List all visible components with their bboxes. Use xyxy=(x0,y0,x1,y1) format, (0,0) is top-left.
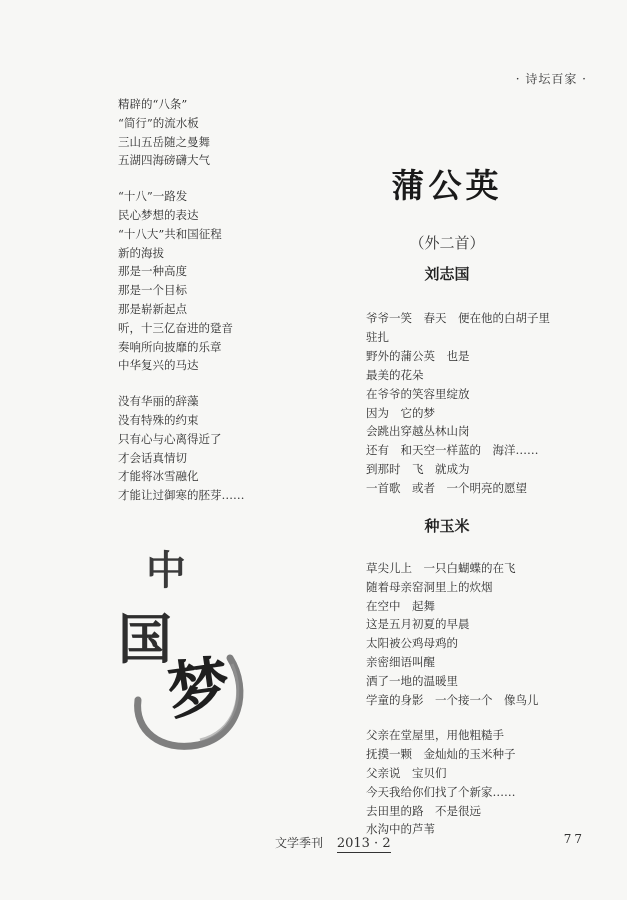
poem-line: 洒了一地的温暖里 xyxy=(366,673,458,688)
poem-line: 只有心与心离得近了 xyxy=(118,431,222,446)
poem-line: 野外的蒲公英 也是 xyxy=(366,348,470,363)
china-dream-calligraphy xyxy=(112,540,252,755)
svg-text:梦: 梦 xyxy=(163,647,235,729)
poem-line: 到那时 飞 就成为 xyxy=(366,462,470,477)
poem-line: 精辟的“八条” xyxy=(118,97,188,111)
poem-line: 抚摸一颗 金灿灿的玉米种子 xyxy=(366,747,516,762)
page-number: 77 xyxy=(563,832,585,846)
corn-poem xyxy=(366,559,606,856)
poem-line: 听，十三亿奋进的跫音 xyxy=(118,320,233,335)
stanza xyxy=(366,726,606,839)
poem-line: 才会话真情切 xyxy=(118,450,187,465)
poem-line: 五湖四海磅礴大气 xyxy=(118,153,210,168)
poem-line: “十八”一路发 xyxy=(118,189,188,204)
author-name: 刘志国 xyxy=(424,265,470,283)
poem-line: 在爷爷的笑容里绽放 xyxy=(366,386,470,401)
poem-line: 还有 和天空一样蓝的 海洋…… xyxy=(366,443,539,458)
poem-line: 才能将冰雪融化 xyxy=(118,469,199,484)
poem-line: 父亲在堂屋里，用他粗糙手 xyxy=(366,728,504,743)
poem-title: 蒲公英 xyxy=(391,166,503,205)
poem-line: 才能让过御寒的胚芽…… xyxy=(118,488,245,503)
poem-line: 随着母亲窑洞里上的炊烟 xyxy=(366,579,493,594)
poem-line: 去田里的路 不是很远 xyxy=(366,803,481,818)
poem-line: 中华复兴的马达 xyxy=(118,358,199,373)
stanza xyxy=(118,392,318,505)
poem-line: 在空中 起舞 xyxy=(366,598,435,613)
poem-line: 太阳被公鸡母鸡的 xyxy=(366,636,458,651)
poem-line: 会跳出穿越丛林山岗 xyxy=(366,424,470,439)
poem-line: “十八大”共和国征程 xyxy=(118,226,222,241)
poem-line: 没有特殊的约束 xyxy=(118,412,199,427)
poem-line: 新的海拔 xyxy=(118,245,164,260)
section-label: · 诗坛百家 · xyxy=(515,72,587,86)
poem-line: 水沟中的芦苇 xyxy=(366,822,435,837)
stanza xyxy=(118,187,318,375)
issue-number: 2013 · 2 xyxy=(336,836,391,851)
poem-line: 三山五岳随之曼舞 xyxy=(118,134,210,149)
poem-line: 一首歌 或者 一个明亮的愿望 xyxy=(366,481,527,496)
poem-line: 今天我给你们找了个新家…… xyxy=(366,784,516,799)
poem-line: “简行”的流水板 xyxy=(118,115,199,130)
poem-line: 亲密细语叫醒 xyxy=(366,654,435,669)
dandelion-poem xyxy=(366,309,606,498)
poem-line: 爷爷一笑 春天 便在他的白胡子里 xyxy=(366,311,550,325)
journal-name: 文学季刊 xyxy=(275,836,324,850)
poem-line: 最美的花朵 xyxy=(366,367,424,382)
journal-footer xyxy=(275,834,391,851)
poem-line: 奏响所向披靡的乐章 xyxy=(118,339,222,354)
poem-line: 父亲说 宝贝们 xyxy=(366,765,447,780)
poem-subtitle: （外二首） xyxy=(409,234,485,252)
poem-line: 民心梦想的表达 xyxy=(118,207,199,222)
poem-line: 草尖儿上 一只白蝴蝶的在飞 xyxy=(366,561,516,575)
poem2-title: 种玉米 xyxy=(424,517,470,535)
poem-line: 这是五月初夏的早晨 xyxy=(366,617,470,632)
stanza xyxy=(118,95,318,170)
poem-line: 那是崭新起点 xyxy=(118,301,187,316)
svg-text:国: 国 xyxy=(118,607,172,671)
left-poem xyxy=(118,95,318,522)
poem-line: 因为 它的梦 xyxy=(366,405,435,420)
svg-text:中: 中 xyxy=(146,547,186,594)
poem-line: 那是一个目标 xyxy=(118,283,187,298)
stanza xyxy=(366,559,606,709)
poem-line: 驻扎 xyxy=(366,329,389,344)
poem-line: 没有华丽的辞藻 xyxy=(118,394,199,409)
poem-line: 学童的身影 一个接一个 像鸟儿 xyxy=(366,692,539,707)
poem-line: 那是一种高度 xyxy=(118,264,187,279)
